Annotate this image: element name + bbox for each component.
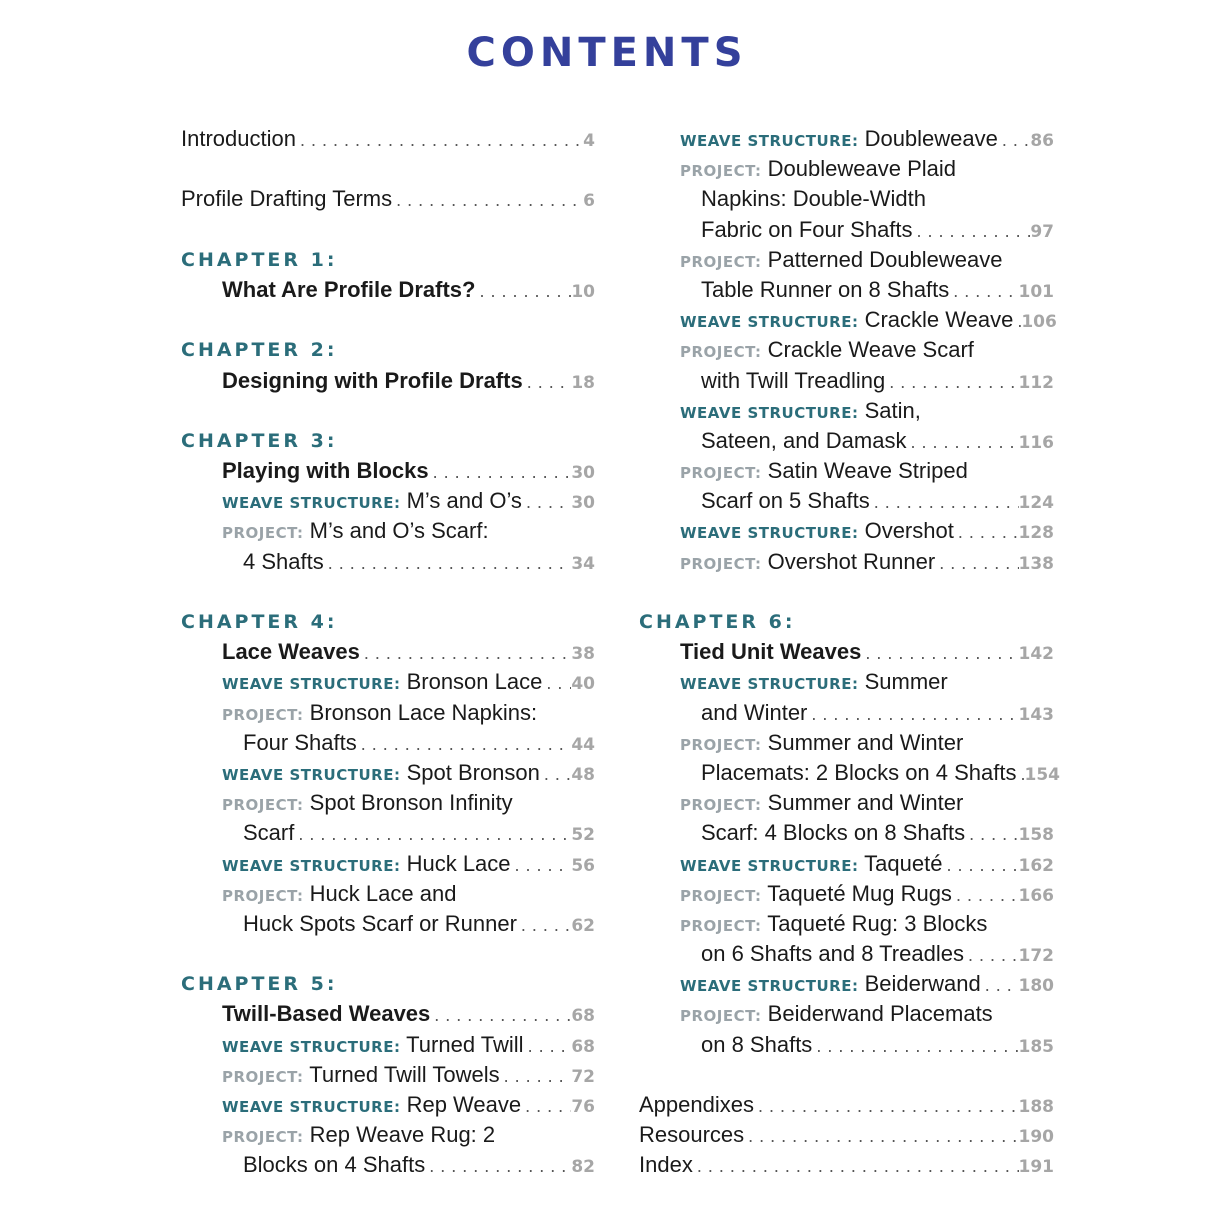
entry-title [680,788,963,820]
entry-title [222,1120,495,1152]
dot-leader [521,1091,571,1121]
entry-title-text: Table Runner on 8 Shafts [701,276,950,302]
dot-leader [935,548,1018,578]
entry-title [222,275,475,305]
entry-title [680,547,935,579]
project-tag: PROJECT: [680,796,762,815]
page-number: 56 [571,855,595,876]
toc-entry[interactable] [181,486,595,516]
toc-entry-continued [639,999,1054,1029]
dot-leader [913,216,1031,246]
entry-title-text: Spot Bronson [406,759,540,785]
entry-title-text: Turned Twill Towels [309,1061,500,1087]
page-number: 72 [571,1066,595,1087]
entry-title-text: Crackle Weave Scarf [767,337,974,363]
chapter-heading: CHAPTER 3: [181,429,338,452]
entry-title-text: Taqueté Rug: 3 Blocks [767,910,988,936]
project-tag: PROJECT: [222,1067,304,1086]
weave-structure-tag: WEAVE STRUCTURE: [680,524,859,543]
dot-leader [693,1151,1019,1181]
entry-title [222,849,511,881]
weave-structure-tag: WEAVE STRUCTURE: [680,977,859,996]
page-number: 101 [1018,281,1054,302]
toc-entry[interactable] [639,1030,1054,1060]
project-tag: PROJECT: [680,252,762,271]
entry-title [222,516,489,548]
entry-title-text: Satin, [864,397,921,423]
dot-leader [906,427,1018,457]
entry-title-text: Huck Lace and [309,880,457,906]
toc-entry-continued [639,335,1054,365]
page-number: 190 [1018,1127,1054,1148]
entry-title-text: Huck Spots Scarf or Runner [243,910,517,936]
toc-entry[interactable] [639,969,1054,999]
weave-structure-tag: WEAVE STRUCTURE: [222,675,401,694]
page-number: 162 [1018,855,1054,876]
entry-title [680,909,987,941]
entry-title-text: Patterned Doubleweave [767,246,1003,272]
entry-title-text: Tied Unit Weaves [680,639,862,665]
dot-leader [949,276,1018,306]
entry-title-text: Profile Drafting Terms [181,186,393,212]
entry-title [680,728,963,760]
page-number: 97 [1030,221,1054,242]
weave-structure-tag: WEAVE STRUCTURE: [680,132,859,150]
dot-leader [357,729,572,759]
dot-leader [942,850,1018,880]
entry-title-text: Twill-Based Weaves [222,1001,431,1027]
toc-entry-continued [639,396,1054,426]
entry-title [680,849,942,881]
project-tag: PROJECT: [680,735,762,754]
page-number: 188 [1018,1097,1054,1117]
page-number: 76 [571,1097,595,1117]
toc-entry[interactable] [181,547,595,577]
dot-leader [392,185,583,215]
entry-title [243,909,517,939]
entry-title [680,245,1003,277]
entry-title-text: M’s and O’s Scarf: [309,518,489,544]
page-number: 86 [1030,131,1054,151]
entry-title [701,184,926,214]
page-number: 68 [571,1006,595,1027]
entry-title-text: Taqueté Mug Rugs [767,880,952,906]
project-tag: PROJECT: [680,916,762,935]
page-number: 158 [1018,825,1054,846]
toc-entry-continued [639,909,1054,939]
dot-leader [324,548,572,578]
entry-title-text: Doubleweave [864,126,998,151]
entry-title [243,728,357,758]
toc-entry-continued [181,516,595,546]
entry-title-text: Placemats: 2 Blocks on 4 Shafts [701,759,1017,785]
entry-title-text: Bronson Lace Napkins: [309,699,538,725]
project-tag: PROJECT: [680,464,762,483]
weave-structure-tag: WEAVE STRUCTURE: [680,403,859,422]
entry-title [243,1150,425,1180]
toc-entry[interactable] [639,516,1054,546]
entry-title [701,215,913,245]
entry-title [701,939,964,969]
dot-leader [754,1091,1019,1121]
page-number: 180 [1018,976,1054,997]
toc-entry[interactable] [639,939,1054,969]
entry-title-text: Index [639,1152,693,1178]
toc-entry-continued [181,879,595,909]
dot-leader [1013,306,1021,336]
page-number: 30 [571,493,595,514]
entry-title-text: Playing with Blocks [222,458,429,484]
entry-title [222,698,537,730]
entry-title [222,486,522,518]
entry-title-text: Overshot Runner [767,548,936,574]
entry-title [222,788,513,820]
toc-entry[interactable] [639,637,1054,667]
toc-entry[interactable] [181,999,595,1029]
toc-entry-continued [639,788,1054,818]
entry-title-text: with Twill Treadling [701,367,886,393]
project-tag: PROJECT: [680,886,762,905]
entry-title [680,516,954,548]
entry-title [181,184,392,214]
page-number: 44 [571,734,595,755]
toc-entry-continued [639,184,1054,214]
dot-leader [964,940,1019,970]
dot-leader [511,850,572,880]
entry-title [680,456,968,488]
entry-title-text: Doubleweave Plaid [767,156,957,182]
entry-title-text: Lace Weaves [222,639,360,665]
toc-entry-continued [639,154,1054,184]
chapter-heading: CHAPTER 4: [181,611,338,633]
entry-title-text: Turned Twill [406,1031,524,1057]
entry-title [222,1060,500,1092]
page-number: 6 [583,191,595,212]
entry-title [701,1030,812,1060]
entry-title [701,366,885,396]
entry-title [222,366,523,396]
toc-entry-continued [181,788,595,818]
entry-title [680,154,956,186]
entry-title [639,1120,744,1150]
entry-title-text: Introduction [181,126,296,151]
entry-title [222,1030,524,1062]
entry-title [181,124,296,154]
toc-entry[interactable] [639,879,1054,909]
entry-title-text: M’s and O’s [406,488,522,514]
page-number: 106 [1021,312,1057,333]
entry-title-text: on 8 Shafts [701,1031,813,1057]
entry-title-text: Blocks on 4 Shafts [243,1152,426,1178]
entry-title [222,667,542,699]
page-number: 62 [571,915,595,936]
toc-entry[interactable] [639,818,1054,848]
toc-entry[interactable] [181,124,595,154]
chapter-heading: CHAPTER 6: [639,611,796,633]
entry-title [639,1090,754,1120]
toc-entry-continued [181,1120,595,1150]
page-number: 143 [1018,704,1054,725]
entry-title [701,486,870,516]
weave-structure-tag: WEAVE STRUCTURE: [222,765,401,784]
page-number: 154 [1024,764,1060,785]
chapter-heading: CHAPTER 2: [181,339,338,362]
entry-title-text: Scarf on 5 Shafts [701,488,870,514]
entry-title-text: Beiderwand Placemats [767,1001,993,1027]
entry-title [680,667,948,699]
toc-entry[interactable] [181,758,595,788]
entry-title [639,1150,693,1180]
toc-entry[interactable] [639,1150,1054,1180]
entry-title [680,396,921,428]
dot-leader [523,367,572,397]
dot-leader [952,880,1019,910]
entry-title [701,426,906,456]
page-number: 124 [1018,493,1054,514]
entry-title-text: Rep Weave [406,1092,522,1117]
entry-title-text: on 6 Shafts and 8 Treadles [701,941,964,967]
project-tag: PROJECT: [680,343,762,362]
entry-title-text: Taqueté [864,850,943,876]
dot-leader [885,367,1018,397]
toc-entry[interactable] [181,637,595,667]
toc-entry[interactable] [181,1090,595,1120]
entry-title [243,818,294,848]
entry-title [680,124,998,156]
chapter-heading: CHAPTER 5: [181,973,338,996]
dot-leader [812,1031,1018,1061]
dot-leader [429,457,572,487]
entry-title-text: Designing with Profile Drafts [222,367,523,393]
toc-entry[interactable] [181,1030,595,1060]
project-tag: PROJECT: [680,554,762,573]
toc-entry[interactable] [181,909,595,939]
page-number: 128 [1018,523,1054,544]
dot-leader [861,638,1018,668]
dot-leader [954,517,1019,547]
project-tag: PROJECT: [222,705,304,724]
dot-leader [1017,759,1025,789]
weave-structure-tag: WEAVE STRUCTURE: [222,1098,401,1116]
entry-title [701,818,965,848]
dot-leader [998,125,1030,155]
entry-title-text: Beiderwand [864,971,981,997]
toc-entry[interactable] [639,1120,1054,1150]
page-number: 112 [1018,372,1054,393]
entry-title [680,637,861,667]
entry-title-text: Four Shafts [243,729,357,755]
entry-title [222,1090,521,1122]
project-tag: PROJECT: [222,524,304,543]
toc-entry-continued [639,667,1054,697]
entry-title [680,969,981,1001]
entry-title [680,305,1013,337]
toc-column-left [181,124,595,1181]
dot-leader [744,1121,1018,1151]
toc-entry[interactable] [639,698,1054,728]
toc-entry[interactable] [181,275,595,305]
entry-title [701,275,949,305]
page-number: 34 [571,553,595,574]
page-number: 185 [1018,1036,1054,1057]
page-number: 172 [1018,946,1054,967]
toc-entry[interactable] [639,305,1057,335]
toc-entry[interactable] [181,1060,595,1090]
toc-entry[interactable] [639,215,1054,245]
project-tag: PROJECT: [680,162,762,181]
entry-title-text: Scarf [243,820,295,846]
entry-title-text: Sateen, and Damask [701,427,907,453]
page-number: 52 [571,825,595,846]
dot-leader [475,276,571,306]
entry-title-text: What Are Profile Drafts? [222,276,476,302]
toc-entry[interactable] [181,667,595,697]
entry-title-text: Spot Bronson Infinity [309,790,513,816]
toc-entry[interactable] [639,758,1060,788]
dot-leader [294,819,571,849]
weave-structure-tag: WEAVE STRUCTURE: [680,313,859,332]
toc-entry[interactable] [639,366,1054,396]
dot-leader [522,487,571,517]
entry-title-text: Napkins: Double-Width [701,186,926,212]
entry-title [222,456,429,486]
page-number: 40 [571,674,595,695]
toc-entry[interactable] [639,426,1054,456]
project-tag: PROJECT: [680,1007,762,1026]
entry-title-text: Summer and Winter [767,729,964,755]
page-number: 166 [1018,885,1054,906]
toc-entry[interactable] [639,1090,1054,1120]
project-tag: PROJECT: [222,886,304,905]
toc-entry[interactable] [181,1150,595,1180]
entry-title [222,637,360,667]
page-number: 30 [571,463,595,484]
dot-leader [517,910,571,940]
page-title: CONTENTS [466,30,748,76]
entry-title [243,547,324,577]
toc-entry[interactable] [181,184,595,214]
page-number: 68 [571,1036,595,1057]
toc-entry[interactable] [181,728,595,758]
page-number: 48 [571,764,595,785]
toc-entry[interactable] [181,456,595,486]
weave-structure-tag: WEAVE STRUCTURE: [222,1037,401,1056]
toc-entry-continued [639,245,1054,275]
toc-entry-continued [639,456,1054,486]
dot-leader [430,1000,571,1030]
page-number: 4 [583,131,595,151]
entry-title-text: Summer [864,669,948,695]
page-number: 10 [571,281,595,302]
entry-title-text: Resources [639,1122,745,1148]
toc-entry[interactable] [181,849,595,879]
weave-structure-tag: WEAVE STRUCTURE: [680,675,859,694]
page-number: 138 [1018,553,1054,574]
entry-title [222,758,540,790]
entry-title-text: Overshot [864,518,954,544]
page-number: 82 [571,1157,595,1178]
entry-title [701,758,1017,788]
toc-entry[interactable] [639,849,1054,879]
page-number: 38 [571,644,595,665]
toc-entry[interactable] [639,547,1054,577]
entry-title-text: Fabric on Four Shafts [701,216,913,242]
entry-title [222,879,456,911]
entry-title [680,999,993,1031]
chapter-heading: CHAPTER 1: [181,248,338,271]
toc-entry[interactable] [639,486,1054,516]
dot-leader [360,638,572,668]
toc-entry[interactable] [639,275,1054,305]
dot-leader [807,699,1018,729]
page-number: 191 [1018,1157,1054,1178]
entry-title [222,999,430,1029]
weave-structure-tag: WEAVE STRUCTURE: [222,494,401,513]
toc-entry-continued [639,728,1054,758]
toc-entry[interactable] [181,366,595,396]
toc-column-right [639,124,1060,1181]
entry-title-text: Summer and Winter [767,790,964,816]
entry-title [680,335,974,367]
dot-leader [425,1151,571,1181]
dot-leader [296,125,583,155]
entry-title-text: Crackle Weave [864,307,1014,333]
entry-title-text: 4 Shafts [243,548,324,574]
page-number: 18 [571,372,595,393]
dot-leader [524,1031,572,1061]
weave-structure-tag: WEAVE STRUCTURE: [680,856,859,875]
weave-structure-tag: WEAVE STRUCTURE: [222,856,401,875]
entry-title-text: and Winter [701,699,808,725]
project-tag: PROJECT: [222,796,304,815]
dot-leader [542,668,571,698]
entry-title-text: Satin Weave Striped [767,458,968,484]
dot-leader [965,819,1018,849]
entry-title-text: Scarf: 4 Blocks on 8 Shafts [701,820,966,846]
toc-entry[interactable] [639,124,1054,154]
project-tag: PROJECT: [222,1128,304,1147]
toc-entry[interactable] [181,818,595,848]
entry-title [701,698,807,728]
dot-leader [870,487,1019,517]
entry-title-text: Rep Weave Rug: 2 [309,1122,496,1148]
page-number: 116 [1018,432,1054,453]
dot-leader [981,970,1019,1000]
entry-title-text: Bronson Lace [406,669,543,695]
entry-title-text: Huck Lace [406,850,511,876]
page-number: 142 [1018,644,1054,665]
entry-title [680,879,952,911]
entry-title-text: Appendixes [639,1092,754,1117]
dot-leader [500,1061,572,1091]
toc-entry-continued [181,698,595,728]
dot-leader [540,759,571,789]
